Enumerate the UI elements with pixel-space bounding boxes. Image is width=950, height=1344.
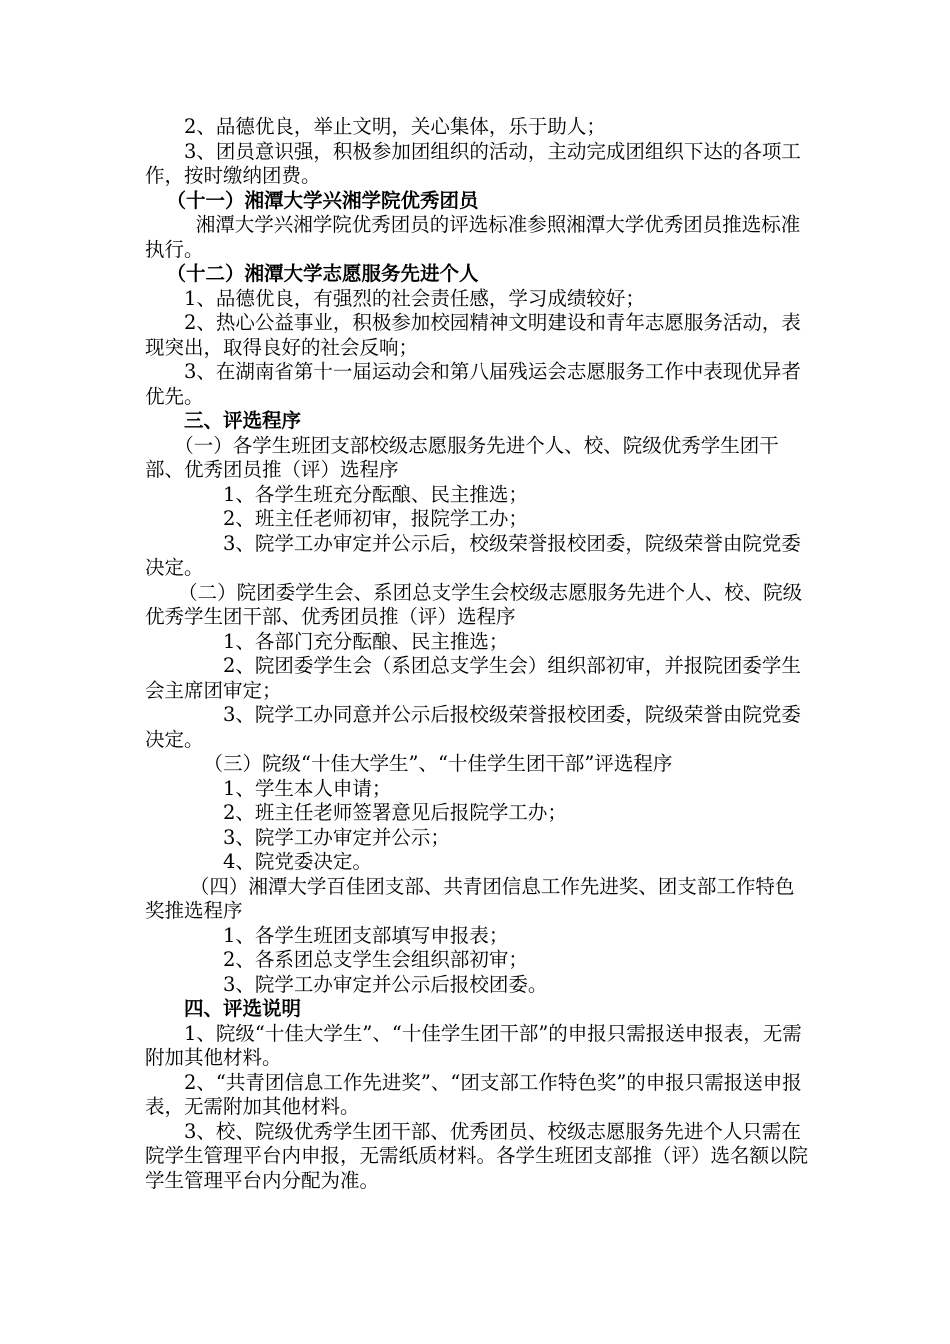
paragraph: 1、学生本人申请； <box>223 776 392 800</box>
paragraph: 1、院级“十佳大学生”、“十佳学生团干部”的申报只需报送申报表，无需附加其他材料。 <box>145 1021 802 1069</box>
paragraph: 3、在湖南省第十一届运动会和第八届残运会志愿服务工作中表现优异者优先。 <box>145 360 801 408</box>
section-heading: 四、评选说明 <box>184 997 302 1020</box>
paragraph: 3、校、院级优秀学生团干部、优秀团员、校级志愿服务先进个人只需在院学生管理平台内申报，无需纸质材料。各学生班团支部推（评）选名额以院学生管理平台内分配为准。 <box>145 1119 809 1192</box>
paragraph: 2、热心公益事业，积极参加校园精神文明建设和青年志愿服务活动，表现突出，取得良好的社会反响； <box>145 311 801 359</box>
document-body <box>145 115 810 1193</box>
paragraph: 3、院学工办审定并公示后报校团委。 <box>223 972 548 996</box>
paragraph: 3、院学工办审定并公示后，校级荣誉报校团委，院级荣誉由院党委决定。 <box>145 531 801 579</box>
paragraph: 2、品德优良，举止文明，关心集体，乐于助人； <box>184 115 606 138</box>
paragraph: 3、院学工办同意并公示后报校级荣誉报校团委，院级荣誉由院党委决定。 <box>145 703 801 751</box>
paragraph: 2、院团委学生会（系团总支学生会）组织部初审，并报院团委学生会主席团审定； <box>145 654 801 702</box>
paragraph: 3、院学工办审定并公示； <box>223 825 450 849</box>
paragraph: （二）院团委学生会、系团总支学生会校级志愿服务先进个人、校、院级优秀学生团干部、优秀团员推（评）选程序 <box>145 580 803 628</box>
paragraph: 4、院党委决定。 <box>223 850 372 873</box>
paragraph: 1、各学生班团支部填写申报表； <box>223 923 509 947</box>
paragraph: 湘潭大学兴湘学院优秀团员的评选标准参照湘潭大学优秀团员推选标准执行。 <box>145 213 801 261</box>
paragraph: 2、班主任老师签署意见后报院学工办； <box>223 801 567 824</box>
paragraph: 2、“共青团信息工作先进奖”、“团支部工作特色奖”的申报只需报送申报表，无需附加其他材料。 <box>145 1070 802 1118</box>
section-heading: 三、评选程序 <box>184 409 302 432</box>
paragraph: 3、团员意识强，积极参加团组织的活动，主动完成团组织下达的各项工作，按时缴纳团费。 <box>145 139 801 187</box>
paragraph: 2、各系团总支学生会组织部初审； <box>223 948 528 971</box>
paragraph: （一）各学生班团支部校级志愿服务先进个人、校、院级优秀学生团干部、优秀团员推（评）选程序 <box>145 433 779 481</box>
paragraph: 1、各部门充分酝酿、民主推选； <box>223 629 509 653</box>
paragraph: 1、各学生班充分酝酿、民主推选； <box>223 482 528 506</box>
paragraph: （四）湘潭大学百佳团支部、共青团信息工作先进奖、团支部工作特色奖推选程序 <box>145 874 795 922</box>
section-subheading: （十二）湘潭大学志愿服务先进个人 <box>166 262 479 285</box>
section-subheading: （十一）湘潭大学兴湘学院优秀团员 <box>166 188 479 212</box>
paragraph: （三）院级“十佳大学生”、“十佳学生团干部”评选程序 <box>203 752 673 775</box>
paragraph: 2、班主任老师初审，报院学工办； <box>223 507 528 530</box>
paragraph: 1、品德优良，有强烈的社会责任感，学习成绩较好； <box>184 286 645 310</box>
